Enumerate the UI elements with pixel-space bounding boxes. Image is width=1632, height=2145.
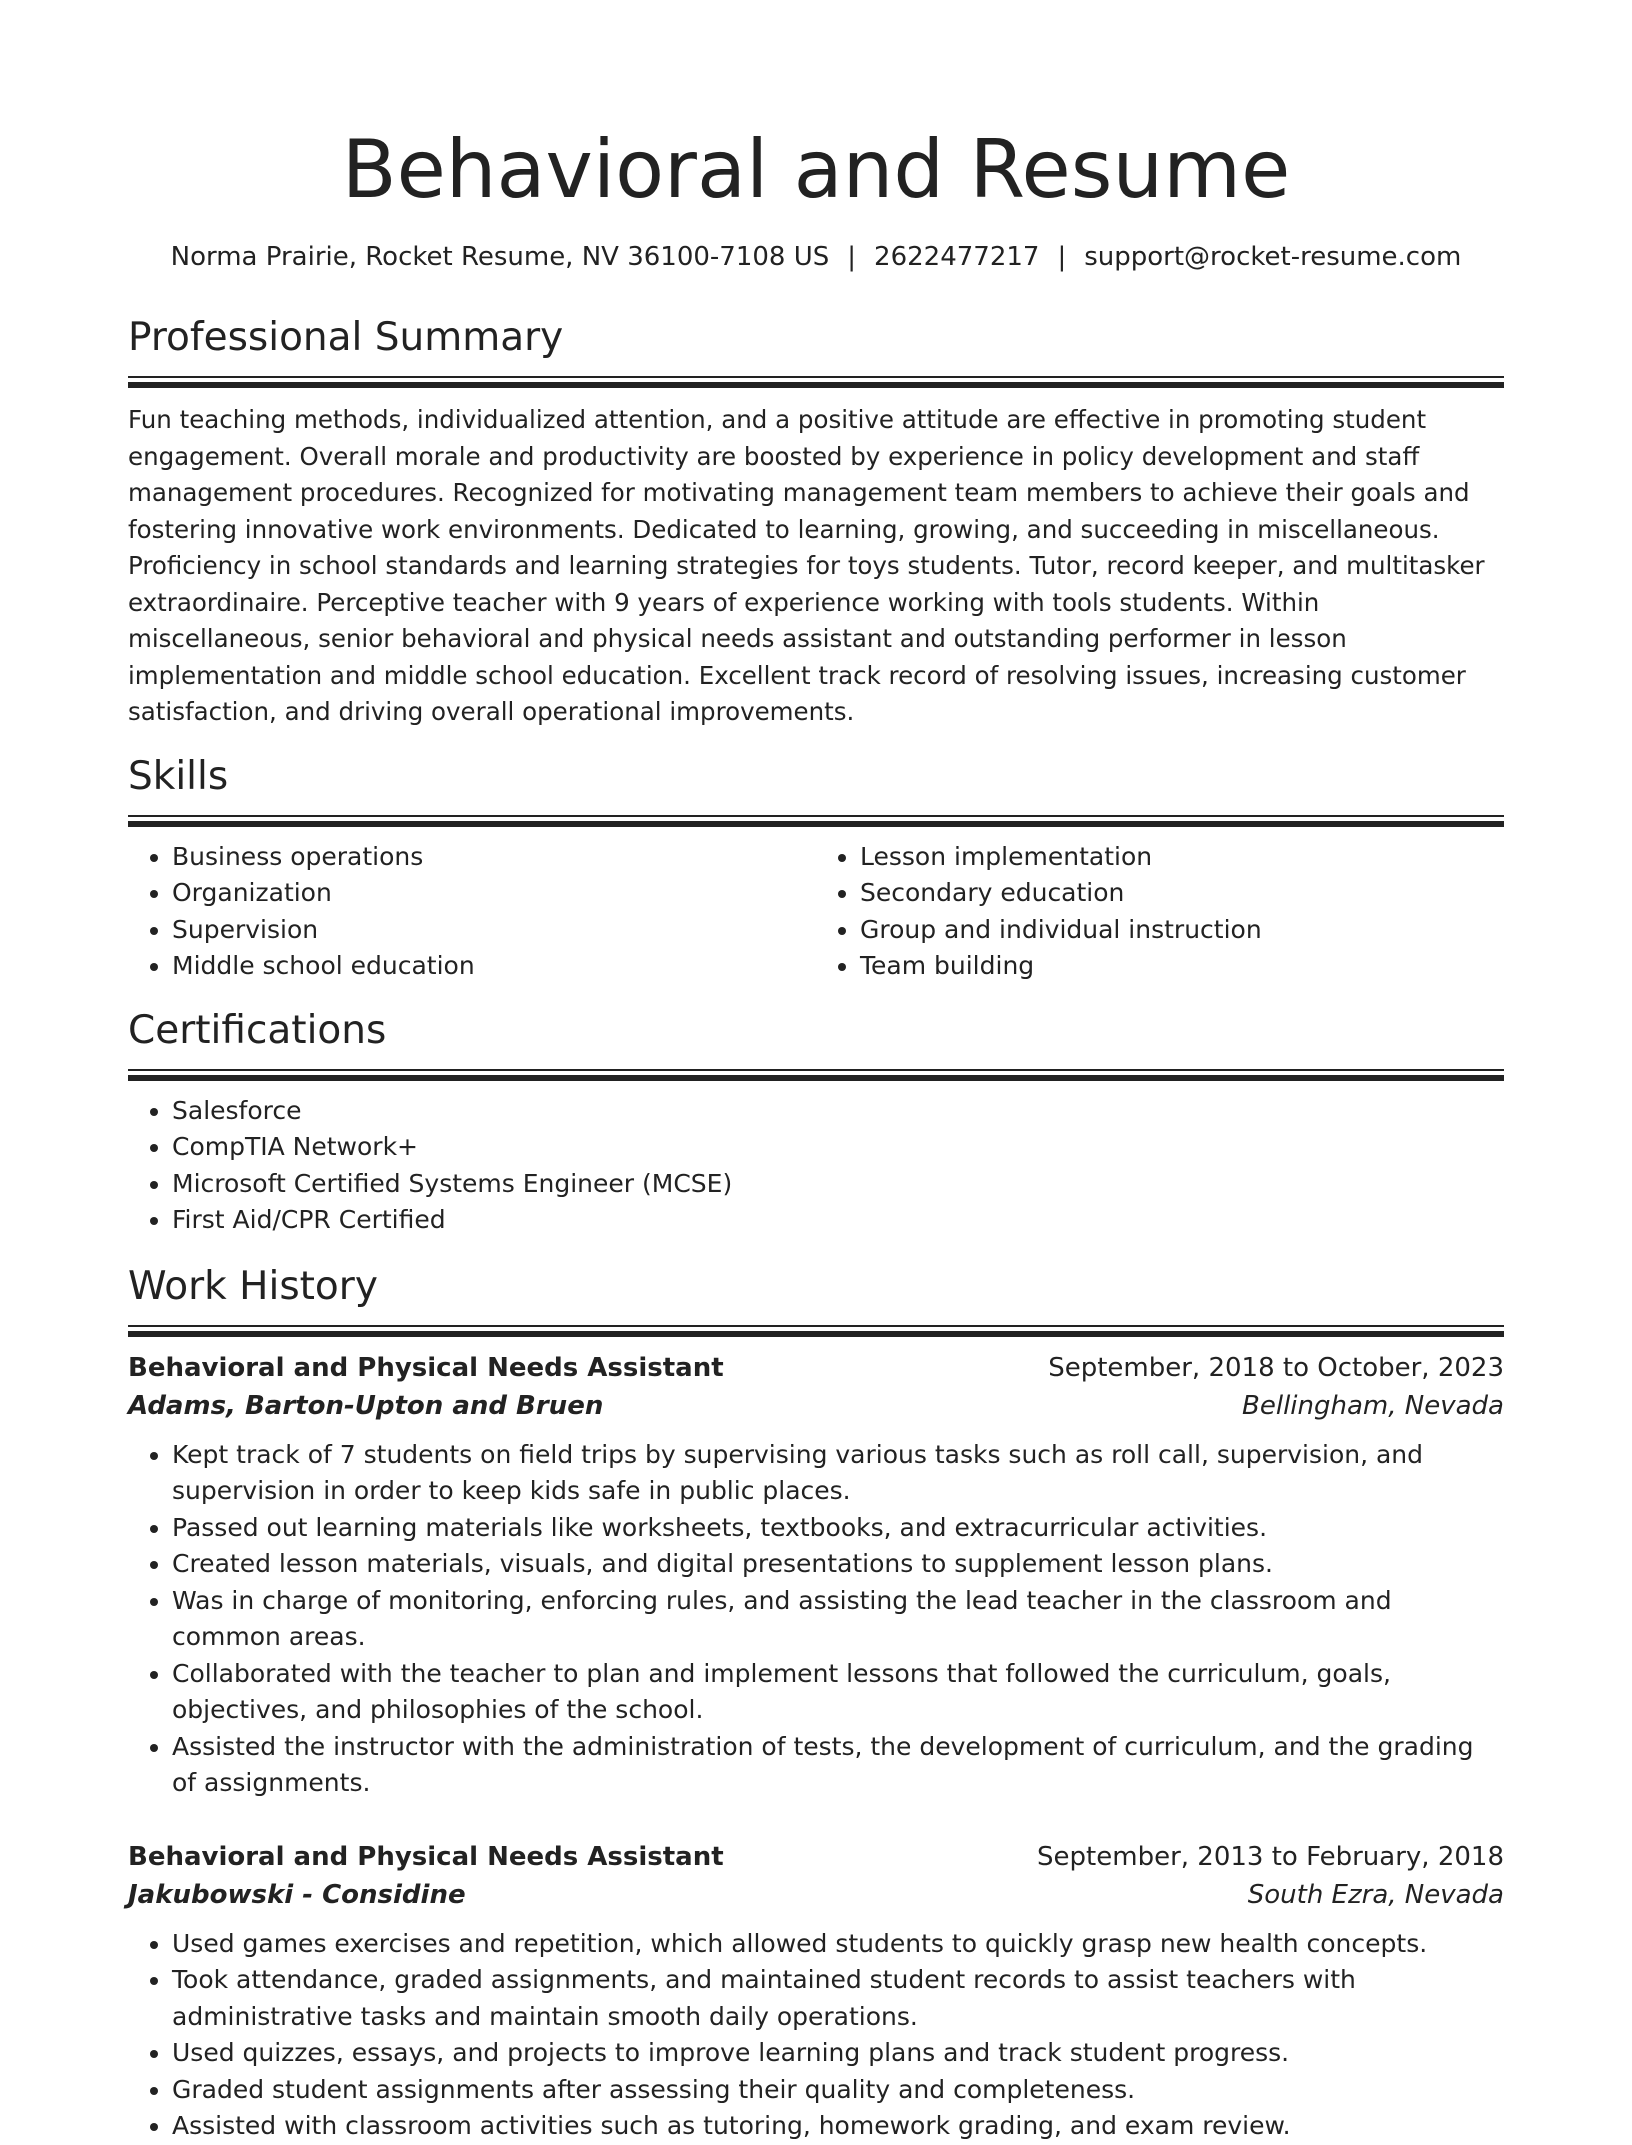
- list-item: • Graded student assignments after assessing their quality and completeness.: [172, 2072, 1504, 2109]
- list-item: • Middle school education: [172, 948, 816, 985]
- certifications-heading: Certifications: [128, 1007, 387, 1053]
- list-item: • Business operations: [172, 839, 816, 876]
- job-header: [128, 1838, 1504, 1876]
- job-header: [128, 1349, 1504, 1387]
- job-bullets: [128, 1437, 1504, 1802]
- job-company: Adams, Barton-Upton and Bruen: [128, 1390, 604, 1421]
- summary-section: [128, 314, 1504, 731]
- contact-email: support@rocket-resume.com: [1084, 242, 1462, 272]
- job-dates: September, 2018 to October, 2023: [1048, 1352, 1504, 1383]
- list-item: • Used games exercises and repetition, which allowed students to quickly grasp new health concepts.: [172, 1926, 1504, 1963]
- list-item: • First Aid/CPR Certified: [172, 1202, 1504, 1239]
- section-divider: [128, 376, 1504, 386]
- list-item: • Team building: [860, 948, 1504, 985]
- job-location: Bellingham, Nevada: [1242, 1390, 1504, 1421]
- list-item: • Assisted with classroom activities such as tutoring, homework grading, and exam review.: [172, 2108, 1504, 2145]
- list-item: • Used quizzes, essays, and projects to improve learning plans and track student progress.: [172, 2035, 1504, 2072]
- contact-line: [128, 240, 1504, 274]
- summary-heading: Professional Summary: [128, 315, 564, 360]
- job-company: Jakubowski - Considine: [128, 1879, 466, 1910]
- job-title: Behavioral and Physical Needs Assistant: [128, 1352, 724, 1383]
- list-item: • Microsoft Certified Systems Engineer (MCSE): [172, 1166, 1504, 1203]
- list-item: • Collaborated with the teacher to plan and implement lessons that followed the curriculum, goals, objectives, and philosophies of the school.: [172, 1656, 1504, 1729]
- list-item: • Organization: [172, 875, 816, 912]
- list-item: • Supervision: [172, 912, 816, 949]
- contact-separator: |: [1057, 242, 1067, 272]
- contact-phone: 2622477217: [874, 242, 1040, 272]
- skills-columns: [128, 839, 1504, 985]
- list-item: • CompTIA Network+: [172, 1129, 1504, 1166]
- list-item: • Passed out learning materials like worksheets, textbooks, and extracurricular activities.: [172, 1510, 1504, 1547]
- list-item: • Assisted the instructor with the administration of tests, the development of curriculum, and the grading of assignments.: [172, 1729, 1504, 1802]
- list-item: • Created lesson materials, visuals, and digital presentations to supplement lesson plans.: [172, 1546, 1504, 1583]
- contact-address: Norma Prairie, Rocket Resume, NV 36100-7108 US: [170, 242, 830, 272]
- skills-left-list: [128, 839, 816, 985]
- certifications-section: [128, 1007, 1504, 1239]
- skills-right-list: [816, 839, 1504, 985]
- work-heading: Work History: [128, 1263, 378, 1309]
- skills-section: [128, 753, 1504, 985]
- job-location: South Ezra, Nevada: [1247, 1879, 1504, 1910]
- list-item: • Secondary education: [860, 875, 1504, 912]
- certifications-list: [128, 1093, 1504, 1239]
- list-item: • Group and individual instruction: [860, 912, 1504, 949]
- resume-title: Behavioral and Resume: [341, 123, 1291, 216]
- section-divider: [128, 1325, 1504, 1335]
- skills-heading: Skills: [128, 753, 229, 799]
- list-item: • Was in charge of monitoring, enforcing rules, and assisting the lead teacher in the classroom and common areas.: [172, 1583, 1504, 1656]
- job-subheader: [128, 1387, 1504, 1425]
- contact-separator: |: [847, 242, 857, 272]
- job-entry: [128, 1349, 1504, 1802]
- summary-text: Fun teaching methods, individualized attention, and a positive attitude are effective in promoting student engagement. Overall morale and productivity are boosted by experience in policy development and staff management procedures. Recognized for motivating management team members to achieve their goals and fostering innovative work environments. Dedicated to learning, growing, and succeeding in miscellaneous. Proficiency in school standards and learning strategies for toys students. Tutor, record keeper, and multitasker extraordinaire. Perceptive teacher with 9 years of experience working with tools students. Within miscellaneous, senior behavioral and physical needs assistant and outstanding performer in lesson implementation and middle school education. Excellent track record of resolving issues, increasing customer satisfaction, and driving overall operational improvements.: [128, 405, 1485, 726]
- job-dates: September, 2013 to February, 2018: [1037, 1841, 1504, 1872]
- list-item: • Kept track of 7 students on field trips by supervising various tasks such as roll call, supervision, and supervision in order to keep kids safe in public places.: [172, 1437, 1504, 1510]
- section-divider: [128, 1069, 1504, 1079]
- job-title: Behavioral and Physical Needs Assistant: [128, 1841, 724, 1872]
- list-item: • Took attendance, graded assignments, and maintained student records to assist teachers with administrative tasks and maintain smooth daily operations.: [172, 1962, 1504, 2035]
- section-divider: [128, 815, 1504, 825]
- list-item: • Lesson implementation: [860, 839, 1504, 876]
- job-subheader: [128, 1876, 1504, 1914]
- job-entry: [128, 1838, 1504, 2145]
- list-item: • Salesforce: [172, 1093, 1504, 1130]
- work-section: [128, 1263, 1504, 2145]
- jobs-container: [128, 1349, 1504, 2145]
